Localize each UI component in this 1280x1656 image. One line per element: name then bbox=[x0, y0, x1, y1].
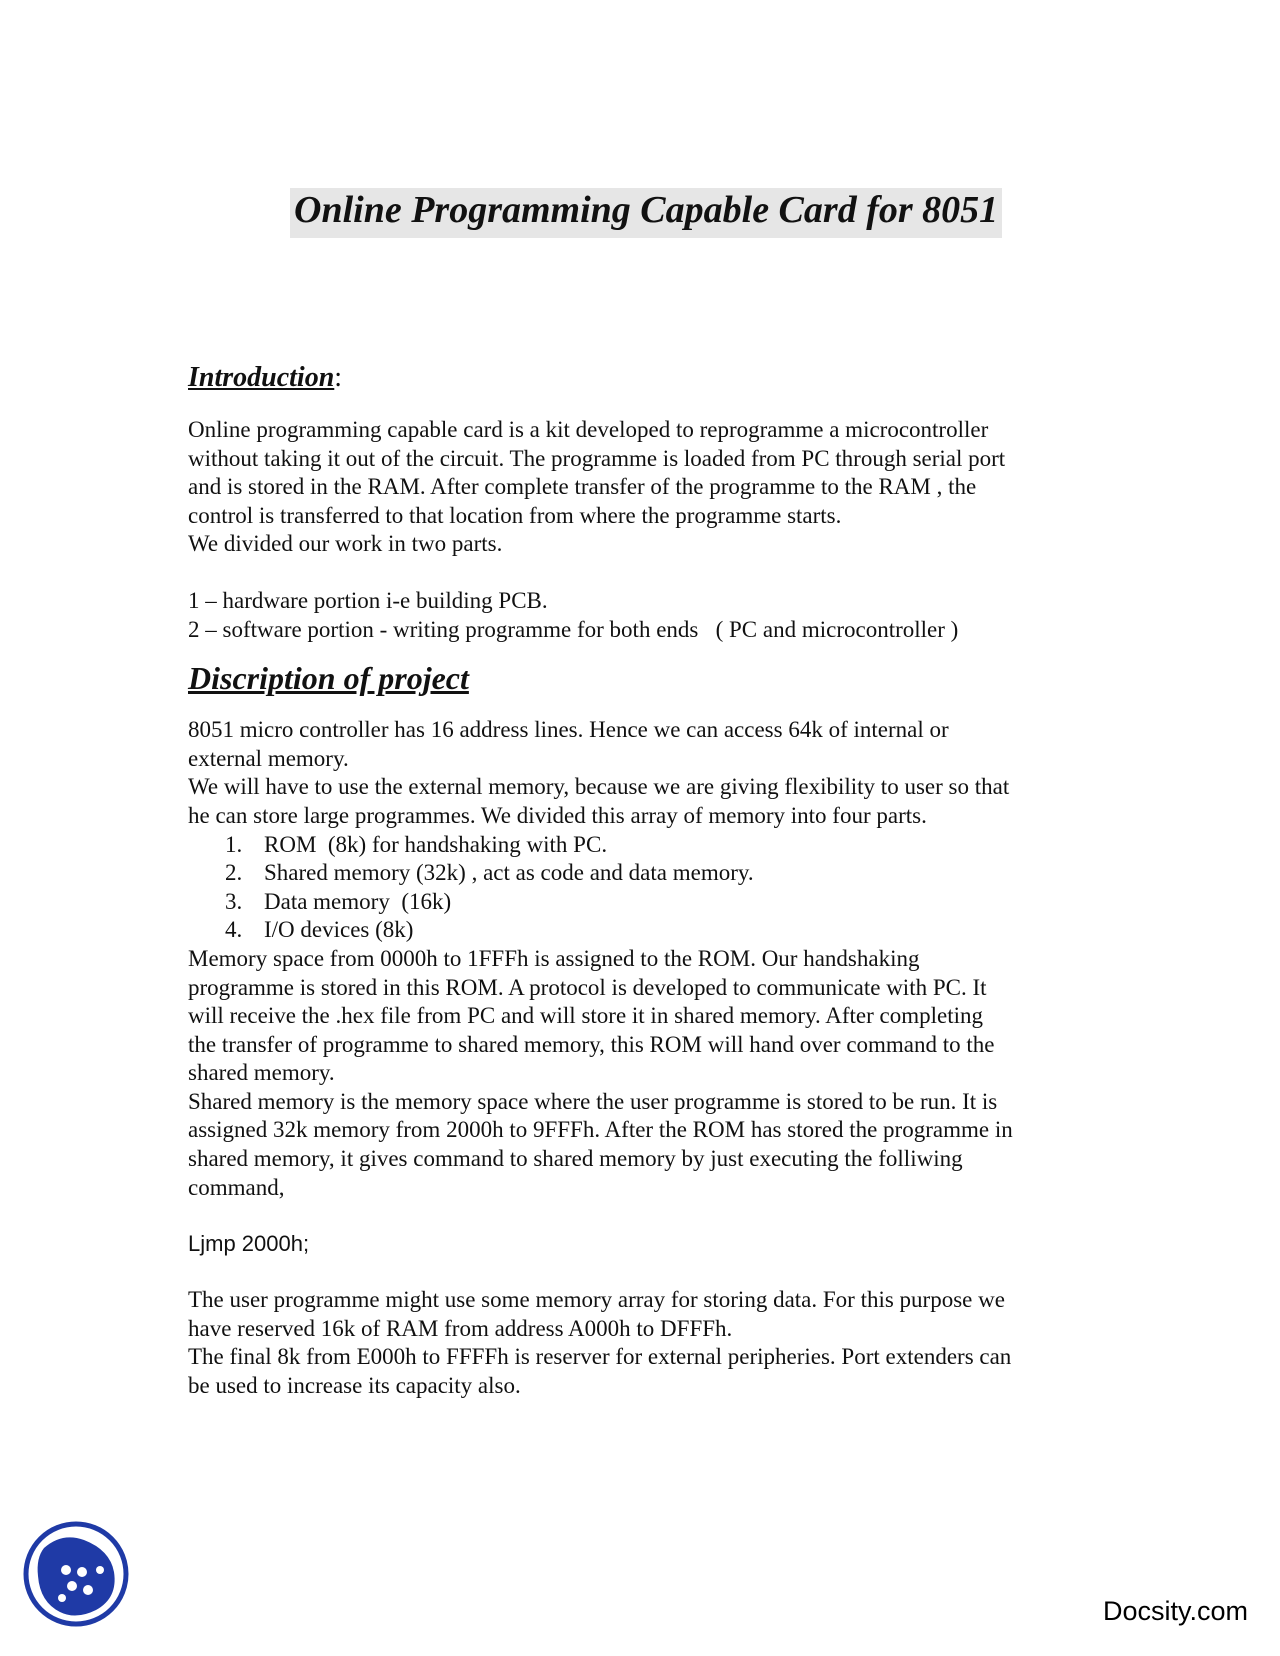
list-item bbox=[188, 888, 1098, 917]
paragraph-line: the transfer of programme to shared memory, this ROM will hand over command to the bbox=[188, 1031, 995, 1057]
description-intro bbox=[188, 716, 1098, 830]
paragraph-line: Memory space from 0000h to 1FFFh is assigned to the ROM. Our handshaking bbox=[188, 945, 920, 971]
rom-paragraph bbox=[188, 945, 1098, 1088]
list-item: 2 – software portion - writing programme for both ends ( PC and microcontroller ) bbox=[188, 616, 959, 642]
list-item: 1 – hardware portion i-e building PCB. bbox=[188, 587, 548, 613]
document-title: Online Programming Capable Card for 8051 bbox=[290, 188, 1002, 238]
paragraph-line: We divided our work in two parts. bbox=[188, 531, 503, 557]
paragraph-line: assigned 32k memory from 2000h to 9FFFh. After the ROM has stored the programme in bbox=[188, 1117, 1013, 1143]
paragraph-line: Shared memory is the memory space where the user programme is stored to be run. It is bbox=[188, 1088, 998, 1114]
code-line: Ljmp 2000h; bbox=[188, 1231, 310, 1257]
list-number: 4. bbox=[225, 917, 243, 943]
shared-memory-paragraph bbox=[188, 1088, 1098, 1202]
io-paragraph bbox=[188, 1343, 1098, 1400]
list-text: I/O devices (8k) bbox=[264, 917, 414, 943]
paragraph-line: programme is stored in this ROM. A protocol is developed to communicate with PC. It bbox=[188, 974, 987, 1000]
paragraph-line: he can store large programmes. We divided this array of memory into four parts. bbox=[188, 802, 927, 828]
paragraph-line: The final 8k from E000h to FFFFh is reserver for external peripheries. Port extenders can bbox=[188, 1344, 1012, 1370]
memory-parts-list bbox=[188, 831, 1098, 945]
work-parts-list bbox=[188, 587, 1098, 644]
paragraph-line: The user programme might use some memory array for storing data. For this purpose we bbox=[188, 1287, 1005, 1313]
paragraph-line: without taking it out of the circuit. The programme is loaded from PC through serial port bbox=[188, 445, 1006, 471]
paragraph-line: will receive the .hex file from PC and will store it in shared memory. After completing bbox=[188, 1003, 983, 1029]
description-heading: Discription of project bbox=[188, 660, 469, 697]
paragraph-line: external memory. bbox=[188, 745, 349, 771]
paragraph-line: We will have to use the external memory, because we are giving flexibility to user so that bbox=[188, 774, 1010, 800]
paragraph-line: and is stored in the RAM. After complete transfer of the programme to the RAM , the bbox=[188, 474, 977, 500]
list-item bbox=[188, 831, 1098, 860]
document-body bbox=[188, 360, 1098, 1401]
list-text: Shared memory (32k) , act as code and data memory. bbox=[264, 860, 754, 886]
paragraph-line: have reserved 16k of RAM from address A000h to DFFFh. bbox=[188, 1315, 733, 1341]
list-number: 1. bbox=[225, 831, 243, 857]
docsity-logo-icon[interactable] bbox=[22, 1520, 130, 1628]
paragraph-line: Online programming capable card is a kit developed to reprogramme a microcontroller bbox=[188, 417, 989, 442]
paragraph-line: 8051 micro controller has 16 address lines. Hence we can access 64k of internal or bbox=[188, 717, 949, 743]
list-text: Data memory (16k) bbox=[264, 888, 452, 914]
paragraph-line: be used to increase its capacity also. bbox=[188, 1373, 521, 1399]
list-item bbox=[188, 916, 1098, 945]
introduction-heading bbox=[188, 360, 1098, 396]
introduction-heading-text: Introduction bbox=[188, 362, 335, 393]
list-item bbox=[188, 859, 1098, 888]
list-number: 3. bbox=[225, 888, 243, 914]
paragraph-line: control is transferred to that location from where the programme starts. bbox=[188, 502, 842, 528]
introduction-paragraph bbox=[188, 416, 1098, 559]
paragraph-line: shared memory. bbox=[188, 1060, 335, 1086]
introduction-heading-colon: : bbox=[334, 362, 343, 393]
list-text: ROM (8k) for handshaking with PC. bbox=[264, 831, 608, 857]
list-number: 2. bbox=[225, 860, 243, 886]
paragraph-line: shared memory, it gives command to shared memory by just executing the folliwing bbox=[188, 1146, 963, 1172]
brand-watermark[interactable]: Docsity.com bbox=[1103, 1596, 1249, 1626]
paragraph-line: command, bbox=[188, 1174, 285, 1200]
data-memory-paragraph bbox=[188, 1286, 1098, 1343]
